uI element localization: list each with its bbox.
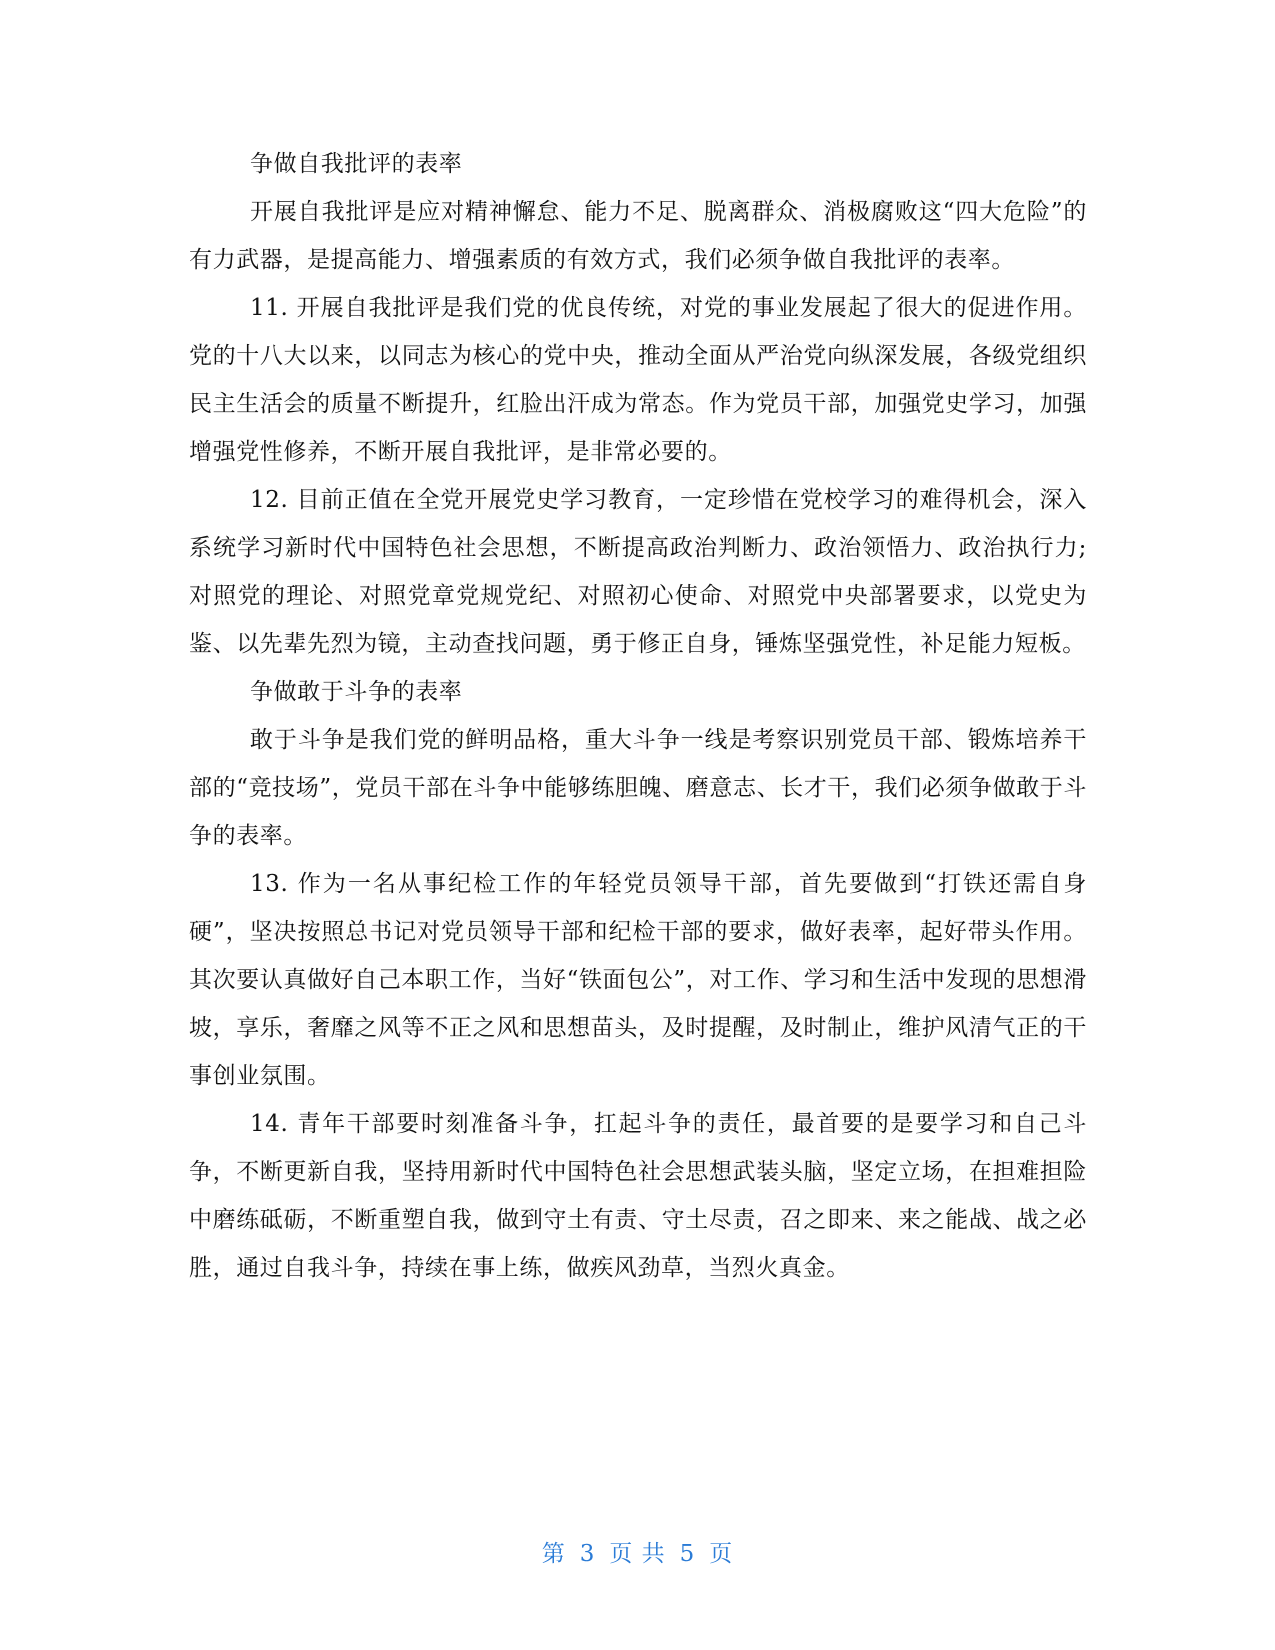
- paragraph-item-11: 11. 开展自我批评是我们党的优良传统，对党的事业发展起了很大的促进作用。党的十八大以来，以同志为核心的党中央，推动全面从严治党向纵深发展，各级党组织民主生活会的质量不断提升，红脸出汗成为常态。作为党员干部，加强党史学习，加强增强党性修养，不断开展自我批评，是非常必要的。: [189, 295, 1087, 465]
- page-footer: [0, 1535, 1275, 1568]
- paragraph-item-13: 13. 作为一名从事纪检工作的年轻党员领导干部，首先要做到“打铁还需自身硬”，坚决按照总书记对党员领导干部和纪检干部的要求，做好表率，起好带头作用。其次要认真做好自己本职工作，当好“铁面包公”，对工作、学习和生活中发现的思想滑坡，享乐，奢靡之风等不正之风和思想苗头，及时提醒，及时制止，维护风清气正的干事创业氛围。: [189, 871, 1087, 1089]
- page-label-prefix: 第: [541, 1541, 566, 1567]
- page-label-suffix: 页: [709, 1541, 734, 1567]
- page-label-mid: 页 共: [609, 1541, 666, 1567]
- paragraph-struggle-intro: 敢于斗争是我们党的鲜明品格，重大斗争一线是考察识别党员干部、锻炼培养干部的“竞技场”，党员干部在斗争中能够练胆魄、磨意志、长才干，我们必须争做敢于斗争的表率。: [189, 727, 1087, 849]
- section-heading-struggle: 争做敢于斗争的表率: [250, 679, 463, 705]
- document-page: [189, 140, 1087, 1292]
- paragraph-self-criticism-intro: 开展自我批评是应对精神懈怠、能力不足、脱离群众、消极腐败这“四大危险”的有力武器，是提高能力、增强素质的有效方式，我们必须争做自我批评的表率。: [189, 199, 1087, 273]
- current-page-number: 3: [579, 1541, 596, 1567]
- total-pages-number: 5: [679, 1541, 696, 1567]
- paragraph-item-14: 14. 青年干部要时刻准备斗争，扛起斗争的责任，最首要的是要学习和自己斗争，不断更新自我，坚持用新时代中国特色社会思想武装头脑，坚定立场，在担难担险中磨练砥砺，不断重塑自我，做到守土有责、守土尽责，召之即来、来之能战、战之必胜，通过自我斗争，持续在事上练，做疾风劲草，当烈火真金。: [189, 1111, 1087, 1281]
- paragraph-item-12: 12. 目前正值在全党开展党史学习教育，一定珍惜在党校学习的难得机会，深入系统学习新时代中国特色社会思想，不断提高政治判断力、政治领悟力、政治执行力;对照党的理论、对照党章党规党纪、对照初心使命、对照党中央部署要求，以党史为鉴、以先辈先烈为镜，主动查找问题，勇于修正自身，锤炼坚强党性，补足能力短板。: [189, 487, 1087, 657]
- section-heading-self-criticism: 争做自我批评的表率: [250, 151, 463, 177]
